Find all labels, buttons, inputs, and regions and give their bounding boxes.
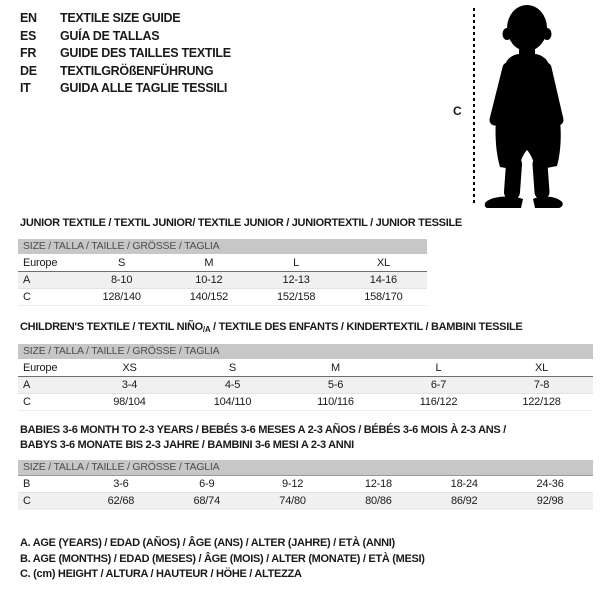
row-label: B: [23, 478, 31, 490]
table-header-row: [18, 254, 427, 272]
lang-title: GUIDA ALLE TAGLIE TESSILI: [60, 81, 228, 95]
cell-value: 12-18: [364, 478, 392, 490]
table-header-row: [18, 359, 593, 377]
cell-value: 3-6: [113, 478, 129, 490]
children-size-table: [18, 344, 593, 411]
junior-size-table: [18, 239, 427, 306]
cell-value: 8-10: [111, 274, 133, 286]
cell-value: 6-7: [430, 379, 447, 391]
size-bar: SIZE / TALLA / TAILLE / GRÖSSE / TAGLIA: [18, 344, 593, 359]
lang-row-it: [20, 80, 231, 98]
cell-value: 6-9: [199, 478, 215, 490]
cell-value: 116/122: [419, 396, 458, 408]
lang-row-en: [20, 10, 231, 28]
cell-value: 62/68: [107, 495, 135, 507]
table-row: [18, 377, 593, 394]
language-title-list: [20, 10, 231, 98]
cell-value: 92/98: [536, 495, 564, 507]
lang-row-de: [20, 63, 231, 81]
cell-value: 110/116: [317, 396, 354, 408]
col-header: XL: [376, 256, 390, 269]
row-label: C: [23, 291, 31, 303]
cell-value: 140/152: [189, 291, 229, 303]
cell-value: 152/158: [276, 291, 316, 303]
toddler-silhouette-image: [483, 4, 571, 208]
title-subscript: /A: [202, 325, 211, 334]
table-row: [18, 394, 593, 411]
lang-row-fr: [20, 45, 231, 63]
section-title-junior: JUNIOR TEXTILE / TEXTIL JUNIOR/ TEXTILE JUNIOR / JUNIORTEXTIL / JUNIOR TESSILE: [20, 217, 462, 229]
table-row: [18, 475, 593, 493]
col-header: L: [435, 361, 442, 374]
legend-note-b: B. AGE (MONTHS) / EDAD (MESES) / ÂGE (MOIS) / ALTER (MONATE) / ETÀ (MESI): [20, 552, 425, 565]
lang-title: TEXTILE SIZE GUIDE: [60, 11, 181, 25]
cell-value: 122/128: [522, 396, 561, 408]
cell-value: 4-5: [224, 379, 241, 391]
col-header: XS: [122, 361, 137, 374]
cell-value: 24-36: [536, 478, 564, 490]
cell-value: 74/80: [279, 495, 306, 507]
cell-value: 12-13: [282, 274, 310, 286]
legend-notes: [20, 536, 425, 583]
lang-code: DE: [20, 63, 37, 78]
height-dashed-line: [473, 8, 475, 206]
table-row: [18, 272, 427, 289]
lang-row-es: [20, 28, 231, 46]
cell-value: 9-12: [281, 478, 304, 490]
cell-value: 158/170: [364, 291, 403, 303]
cell-value: 10-12: [195, 274, 223, 286]
size-bar: SIZE / TALLA / TAILLE / GRÖSSE / TAGLIA: [18, 239, 427, 254]
cell-value: 128/140: [102, 291, 141, 303]
cell-value: 80/86: [365, 495, 392, 507]
cell-value: 18-24: [450, 478, 478, 490]
row-label: A: [23, 379, 31, 391]
size-bar: SIZE / TALLA / TAILLE / GRÖSSE / TAGLIA: [18, 460, 593, 475]
lang-code: IT: [20, 81, 31, 95]
cell-value: 7-8: [533, 379, 550, 391]
babies-size-table: [18, 460, 593, 510]
title-line-1: BABIES 3-6 MONTH TO 2-3 YEARS / BEBÉS 3-6 MESES A 2-3 AÑOS / BÉBÉS 3-6 MOIS À 2-3 ANS /: [20, 424, 506, 436]
lang-code: EN: [20, 11, 37, 25]
cell-value: 104/110: [213, 396, 252, 408]
cell-value: 68/74: [193, 495, 220, 507]
lang-code: ES: [20, 28, 37, 43]
col-header: S: [228, 361, 237, 374]
lang-title: GUÍA DE TALLAS: [60, 28, 160, 43]
cell-value: 5-6: [327, 379, 344, 391]
legend-note-c: C. (cm) HEIGHT / ALTURA / HAUTEUR / HÖHE / ALTEZZA: [20, 568, 302, 580]
table-row: [18, 493, 593, 510]
col-header: XL: [534, 361, 549, 374]
region-label: Europe: [23, 361, 58, 374]
lang-title: TEXTILGRÖßENFÜHRUNG: [60, 63, 214, 78]
table-row: [18, 289, 427, 306]
col-header: L: [293, 256, 300, 269]
cell-value: 14-16: [369, 274, 397, 286]
section-title-babies: [20, 423, 506, 452]
cell-value: 86/92: [450, 495, 478, 507]
title-line-2: BABYS 3-6 MONATE BIS 2-3 JAHRE / BAMBINI 3-6 MESI A 2-3 ANNI: [20, 438, 354, 451]
row-label: A: [23, 274, 31, 286]
region-label: Europe: [23, 256, 58, 269]
cell-value: 3-4: [121, 379, 138, 391]
title-text: / TEXTILE DES ENFANTS / KINDERTEXTIL / BAMBINI TESSILE: [210, 321, 523, 333]
col-header: M: [204, 256, 214, 269]
legend-note-a: A. AGE (YEARS) / EDAD (AÑOS) / ÂGE (ANS) / ALTER (JAHRE) / ETÀ (ANNI): [20, 537, 395, 549]
title-text: CHILDREN'S TEXTILE / TEXTIL NIÑO: [20, 321, 203, 333]
col-header: M: [331, 361, 340, 374]
row-label: C: [23, 495, 31, 507]
cell-value: 98/104: [113, 396, 146, 408]
lang-code: FR: [20, 46, 37, 60]
height-measure-label: C: [453, 104, 462, 118]
lang-title: GUIDE DES TAILLES TEXTILE: [60, 46, 231, 60]
row-label: C: [23, 396, 31, 408]
col-header: S: [118, 256, 126, 269]
section-title-children: [20, 320, 522, 338]
